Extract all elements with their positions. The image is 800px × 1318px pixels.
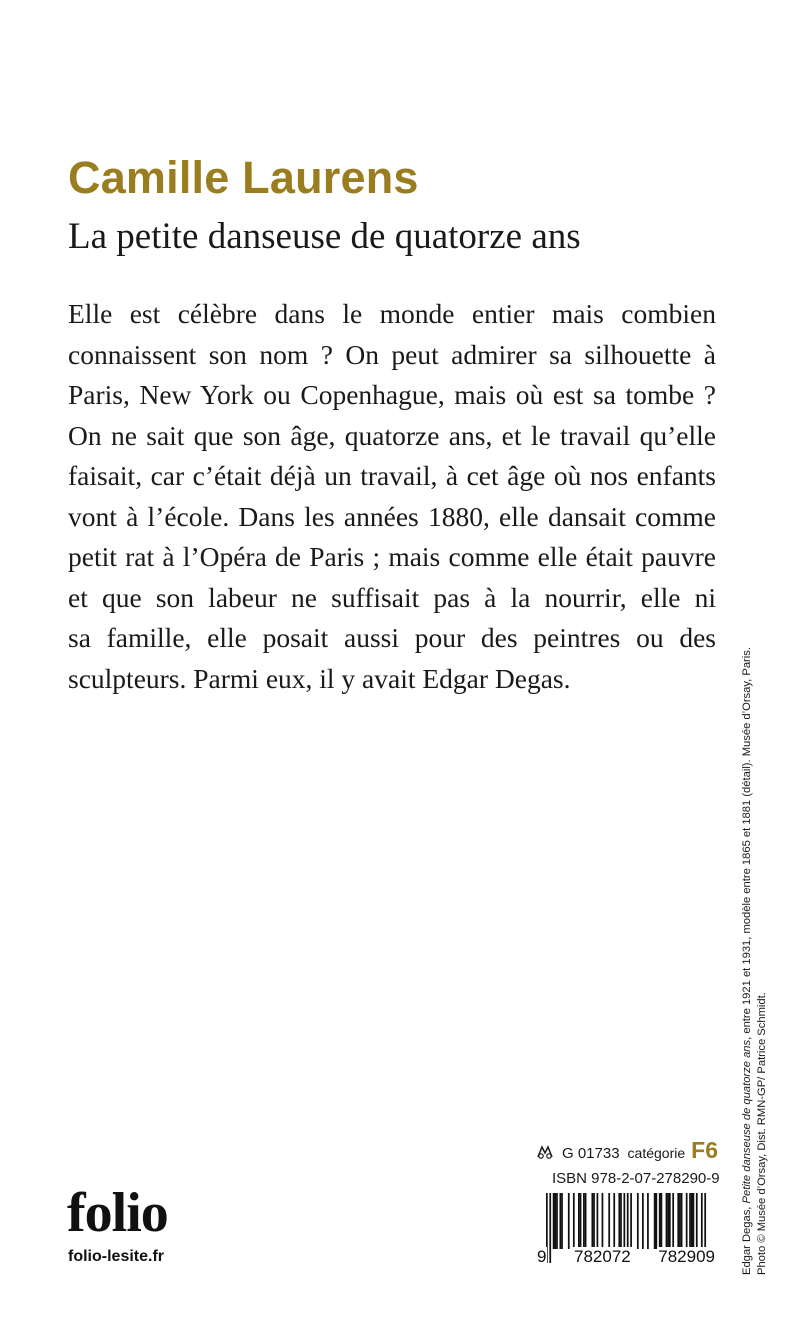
- barcode-digits: [536, 1247, 716, 1267]
- blurb-line: Paris, New York ou Copenhague, mais où est sa tombe ?: [68, 379, 716, 410]
- folio-logo: folio: [67, 1182, 168, 1244]
- blurb-line: sculpteurs. Parmi eux, il y avait Edgar Degas.: [68, 662, 571, 694]
- barcode-bar: [613, 1193, 615, 1249]
- barcode-bar: [667, 1193, 669, 1249]
- barcode-bar: [578, 1193, 580, 1249]
- barcode-bar: [559, 1193, 561, 1249]
- credit-work-title: Petite danseuse de quatorze ans: [741, 1039, 753, 1204]
- barcode-bar: [696, 1193, 698, 1249]
- barcode-digit-group: 9: [537, 1247, 547, 1266]
- barcode-bar: [608, 1193, 610, 1249]
- blurb-line: vont à l’école. Dans les années 1880, elle dansait comme: [68, 500, 716, 532]
- gallimard-logo-icon: [536, 1144, 554, 1160]
- blurb-line: sa famille, elle posait aussi pour des peintres ou des: [68, 622, 716, 653]
- blurb-line: connaissent son nom ? On peut admirer sa silhouette à: [68, 338, 716, 370]
- blurb-line: Elle est célèbre dans le monde entier mais combien: [68, 298, 716, 329]
- barcode-bar: [689, 1193, 691, 1249]
- barcode-bar: [654, 1193, 656, 1249]
- author-name: Camille Laurens: [68, 152, 419, 203]
- barcode-bar: [630, 1193, 632, 1249]
- barcode-bar: [583, 1193, 585, 1249]
- barcode-bar: [669, 1193, 671, 1249]
- catalog-code-row: [536, 1137, 718, 1161]
- publisher-website: folio-lesite.fr: [68, 1248, 165, 1265]
- barcode-bar: [585, 1193, 587, 1249]
- category-code: F6: [691, 1137, 718, 1163]
- blurb-line: et que son labeur ne suffisait pas à la nourrir, elle ni: [68, 581, 716, 613]
- barcode-bar: [602, 1193, 604, 1249]
- barcode-bar: [591, 1193, 593, 1249]
- barcode-bar: [573, 1193, 575, 1249]
- barcode-digit-group: 782909: [658, 1247, 715, 1266]
- barcode-bar: [681, 1193, 683, 1249]
- credit-photo: Photo © Musée d’Orsay, Dist. RMN-GP/ Patrice Schmidt.: [755, 992, 768, 1275]
- blurb-line: petit rat à l’Opéra de Paris ; mais comme elle était pauvre: [68, 541, 716, 572]
- barcode-bar: [637, 1193, 639, 1249]
- barcode-bar: [568, 1193, 570, 1249]
- barcode-bar: [677, 1193, 679, 1249]
- barcode-bar: [580, 1193, 582, 1249]
- credit-artist: Edgar Degas,: [741, 1203, 753, 1275]
- barcode-bar: [618, 1193, 620, 1249]
- barcode-bar: [561, 1193, 563, 1249]
- barcode-bar: [647, 1193, 649, 1249]
- blurb-line: faisait, car c’était déjà un travail, à cet âge où nos enfants: [68, 460, 716, 491]
- barcode-bar: [672, 1193, 674, 1249]
- barcode-bar: [556, 1193, 558, 1249]
- barcode-bar: [659, 1193, 661, 1249]
- barcode-bar: [597, 1193, 599, 1249]
- credit-line-artwork: [741, 647, 753, 1275]
- book-title: La petite danseuse de quatorze ans: [68, 216, 581, 257]
- barcode-digit-group: 782072: [574, 1247, 631, 1266]
- credit-details: , entre 1921 et 1931, modèle entre 1865 et 1881 (détail). Musée d’Orsay, Paris.: [741, 647, 753, 1040]
- barcode-bar: [655, 1193, 657, 1249]
- barcode-bar: [642, 1193, 644, 1249]
- category-label: catégorie: [627, 1145, 686, 1161]
- cover-credit: [740, 595, 769, 1275]
- isbn: ISBN 978-2-07-278290-9: [552, 1170, 720, 1187]
- blurb-text: [68, 294, 716, 699]
- blurb-line: On ne sait que son âge, quatorze ans, et le travail qu’elle: [68, 419, 716, 451]
- barcode-bar: [593, 1193, 595, 1249]
- barcode-bar: [661, 1193, 663, 1249]
- barcode-bar: [691, 1193, 693, 1249]
- barcode-bar: [679, 1193, 681, 1249]
- barcode-bar: [693, 1193, 695, 1249]
- barcode-bar: [666, 1193, 668, 1249]
- barcode-bar: [553, 1193, 555, 1249]
- barcode-bar: [620, 1193, 622, 1249]
- g-code: G 01733: [562, 1145, 620, 1162]
- barcode-bar: [686, 1193, 688, 1249]
- barcode-bar: [554, 1193, 556, 1249]
